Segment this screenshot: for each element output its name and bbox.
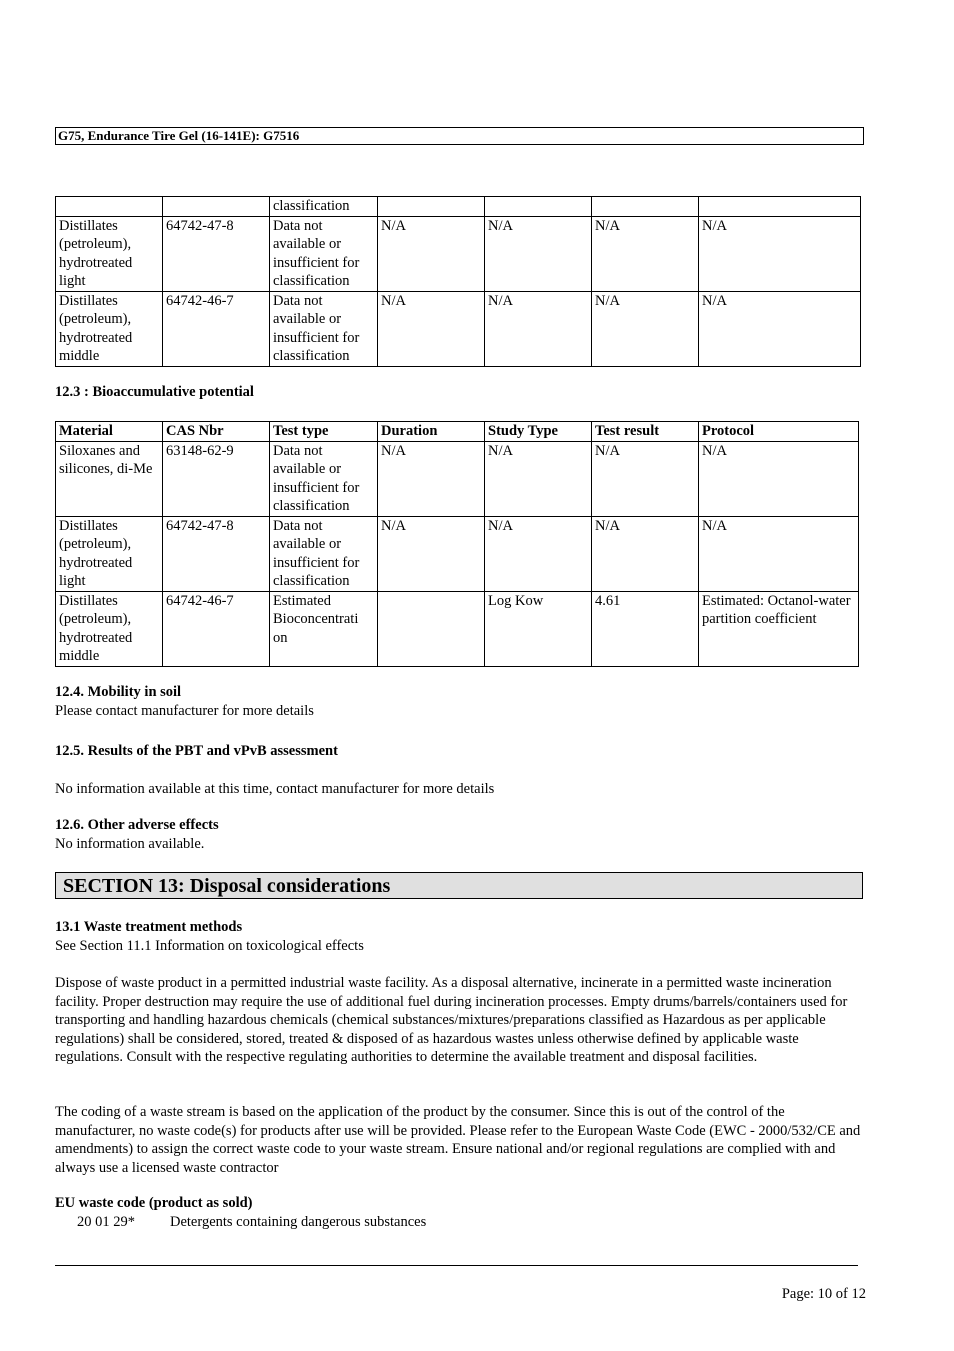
table-cell: 64742-46-7 xyxy=(163,291,270,366)
disposal-paragraph: Dispose of waste product in a permitted industrial waste facility. As a disposal alternative, incinerate in a permitted waste incineration facility. Proper destruction may require the use of additional fuel during incineration processes. Empty drums/barrels/containers used for transporting and handling hazardous chemicals (chemical substances/mixtures/preparations classified as Hazardous as per applicable regulations) shall be considered, stored, treated & disposed of as hazardous wastes unless otherwise defined by applicable waste regulations. Consult with the respective regulating authorities to determine the available treatment and disposal facilities. xyxy=(55,975,848,1065)
table-cell: 63148-62-9 xyxy=(163,441,270,516)
table-cell: 64742-46-7 xyxy=(163,591,270,666)
table-cell: N/A xyxy=(485,291,592,366)
page-number: Page: 10 of 12 xyxy=(781,1286,866,1302)
table-cell: Data not available or insufficient for classification xyxy=(270,441,378,516)
table-cell: N/A xyxy=(592,216,699,291)
ecotox-continued-table xyxy=(55,196,861,367)
table-cell: N/A xyxy=(378,516,485,591)
pbt-heading: 12.5. Results of the PBT and vPvB assessment xyxy=(55,743,338,759)
table-row xyxy=(56,441,859,516)
waste-treatment-heading: 13.1 Waste treatment methods xyxy=(55,919,243,935)
column-header: Protocol xyxy=(699,422,859,442)
table-row xyxy=(56,591,859,666)
column-header: Duration xyxy=(378,422,485,442)
eu-waste-code: 20 01 29* xyxy=(77,1214,135,1230)
table-row xyxy=(56,197,861,217)
table-header-row xyxy=(56,422,859,442)
table-cell: N/A xyxy=(378,441,485,516)
table-cell: N/A xyxy=(378,216,485,291)
table-cell: Siloxanes and silicones, di-Me xyxy=(56,441,163,516)
table-cell: N/A xyxy=(699,291,861,366)
table-cell: Distillates (petroleum), hydrotreated middle xyxy=(56,291,163,366)
table-cell xyxy=(378,197,485,217)
mobility-heading: 12.4. Mobility in soil xyxy=(55,684,182,700)
other-effects-heading: 12.6. Other adverse effects xyxy=(55,817,219,833)
table-cell: N/A xyxy=(699,516,859,591)
table-row xyxy=(56,291,861,366)
table-cell: N/A xyxy=(592,441,699,516)
table-cell xyxy=(592,197,699,217)
column-header: CAS Nbr xyxy=(163,422,270,442)
section-13-title: SECTION 13: Disposal considerations xyxy=(55,872,863,899)
footer-divider xyxy=(55,1265,858,1266)
table-cell: Data not available or insufficient for classification xyxy=(270,516,378,591)
pbt-text: No information available at this time, contact manufacturer for more details xyxy=(55,781,495,797)
table-cell: N/A xyxy=(592,516,699,591)
table-cell: N/A xyxy=(485,516,592,591)
table-cell xyxy=(485,197,592,217)
eu-waste-code-description: Detergents containing dangerous substances xyxy=(170,1214,427,1230)
table-cell: N/A xyxy=(592,291,699,366)
table-cell: 64742-47-8 xyxy=(163,516,270,591)
table-cell: Estimated Bioconcentrati on xyxy=(270,591,378,666)
table-cell xyxy=(699,197,861,217)
mobility-text: Please contact manufacturer for more details xyxy=(55,703,314,719)
document-header: G75, Endurance Tire Gel (16-141E): G7516 xyxy=(55,127,864,145)
column-header: Study Type xyxy=(485,422,592,442)
waste-treatment-text: See Section 11.1 Information on toxicological effects xyxy=(55,938,364,954)
table-cell: N/A xyxy=(378,291,485,366)
table-cell: 64742-47-8 xyxy=(163,216,270,291)
bioaccumulative-heading: 12.3 : Bioaccumulative potential xyxy=(55,384,254,400)
column-header: Test result xyxy=(592,422,699,442)
table-cell: N/A xyxy=(699,441,859,516)
table-cell xyxy=(163,197,270,217)
table-row xyxy=(56,216,861,291)
table-cell: Estimated: Octanol-water partition coefficient xyxy=(699,591,859,666)
table-cell: 4.61 xyxy=(592,591,699,666)
table-cell: Distillates (petroleum), hydrotreated middle xyxy=(56,591,163,666)
other-effects-text: No information available. xyxy=(55,836,205,852)
waste-coding-paragraph: The coding of a waste stream is based on the application of the product by the consumer. Since this is out of the control of the manufacturer, no waste code(s) for products after use will be provided. Please refer to the European Waste Code (EWC - 2000/532/CE and amendments) to assign the correct waste code to your waste stream. Ensure national and/or regional regulations are complied with and always use a licensed waste contractor xyxy=(55,1104,861,1176)
table-cell: N/A xyxy=(485,441,592,516)
table-cell: Data not available or insufficient for classification xyxy=(270,291,378,366)
eu-waste-code-heading: EU waste code (product as sold) xyxy=(55,1195,253,1211)
column-header: Material xyxy=(56,422,163,442)
table-cell: classification xyxy=(270,197,378,217)
bioaccumulative-table xyxy=(55,421,859,667)
table-cell: Data not available or insufficient for classification xyxy=(270,216,378,291)
column-header: Test type xyxy=(270,422,378,442)
table-cell xyxy=(56,197,163,217)
table-cell: N/A xyxy=(485,216,592,291)
table-cell: Log Kow xyxy=(485,591,592,666)
table-cell xyxy=(378,591,485,666)
table-cell: Distillates (petroleum), hydrotreated light xyxy=(56,216,163,291)
table-cell: Distillates (petroleum), hydrotreated light xyxy=(56,516,163,591)
table-row xyxy=(56,516,859,591)
table-cell: N/A xyxy=(699,216,861,291)
